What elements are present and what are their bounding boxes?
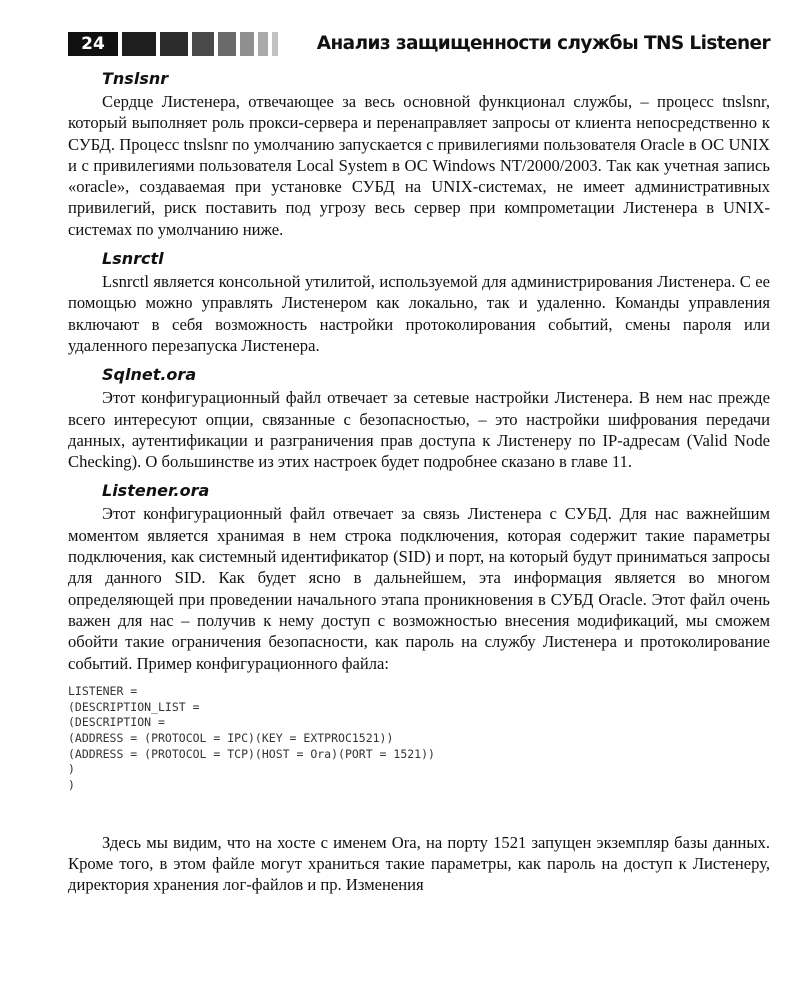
paragraph-after-code: Здесь мы видим, что на хосте с именем Ora, на порту 1521 запущен экземпляр базы данных. Кроме того, в этом файле могут храниться такие параметры, как пароль на доступ к Листенеру, директория хранения лог-файлов и пр. Изменения [68, 832, 770, 895]
code-line: ) [68, 762, 75, 777]
book-page [68, 30, 770, 904]
section-heading-tnslsnr: Tnslsnr [102, 69, 169, 88]
paragraph-sqlnet: Этот конфигурационный файл отвечает за сетевые настройки Листенера. В нем нас прежде всего интересуют опции, связанные с безопасностью, – это настройки шифрования передачи данных, аутентификации и разграничения прав доступа к Листенеру по IP-адресам (Valid Node Checking). О большинстве из этих настроек будет подробнее сказано в главе 11. [68, 388, 770, 472]
code-line: LISTENER = [68, 683, 138, 698]
decorative-bars [122, 32, 282, 56]
chapter-title: Анализ защищенности службы TNS Listener [316, 33, 770, 54]
section-heading-sqlnet: Sqlnet.ora [102, 365, 197, 385]
code-listing [68, 684, 770, 794]
header-bar [218, 32, 236, 56]
header-bar [258, 32, 268, 56]
code-line: (DESCRIPTION_LIST = [68, 699, 200, 714]
header-bar [272, 32, 278, 56]
section-heading-listener: Listener.ora [102, 481, 210, 501]
header-bar [122, 32, 156, 56]
page-content [68, 68, 770, 896]
paragraph-tnslsnr: Сердце Листенера, отвечающее за весь основной функционал службы, – процесс tnslsnr, который выполняет роль прокси-сервера и перенаправляет запросы от клиента непосредственно к СУБД. Процесс tnslsnr по умолчанию запускается с привилегиями пользователя Oracle в ОС UNIX и с привилегиями пользователя Local System в ОС Windows NT/2000/2003. Так как учетная запись «oracle», создаваемая при установке СУБД на UNIX-системах, не имеет административных привилегий, риск поставить под угрозу весь сервер при компрометации Листенера в UNIX-системах по умолчанию ниже. [68, 92, 770, 239]
paragraph-listener: Этот конфигурационный файл отвечает за связь Листенера с СУБД. Для нас важнейшим моментом является хранимая в нем строка подключения, которая содержит такие параметры подключения, как системный идентификатор (SID) и порт, на который будут приниматься запросы для данного SID. Как будет ясно в дальнейшем, эта информация является во многом определяющей при проведении начального этапа проникновения в СУБД Oracle. Этот файл очень важен для нас – получив к нему доступ с возможностью внесения модификаций, мы сможем обойти такие ограничения безопасности, как пароль на службу Листенера и протоколирование событий. Пример конфигурационного файла: [68, 504, 770, 673]
paragraph-lsnrctl: Lsnrctl является консольной утилитой, используемой для администрирования Листенера. С ее помощью можно управлять Листенером как локально, так и удаленно. Команды управления включают в себя возможность настройки протоколирования событий, смены пароля или удаленного перезапуска Листенера. [68, 272, 770, 355]
running-header [68, 30, 770, 58]
header-bar [192, 32, 214, 56]
page-number: 24 [68, 32, 118, 56]
header-bar [160, 32, 188, 56]
code-line: (ADDRESS = (PROTOCOL = TCP)(HOST = Ora)(PORT = 1521)) [68, 746, 435, 761]
section-heading-lsnrctl: Lsnrctl [102, 249, 164, 269]
code-line: (DESCRIPTION = [68, 715, 165, 730]
code-line: (ADDRESS = (PROTOCOL = IPC)(KEY = EXTPROC1521)) [68, 730, 394, 745]
code-line: ) [68, 778, 75, 793]
header-bar [240, 32, 254, 56]
